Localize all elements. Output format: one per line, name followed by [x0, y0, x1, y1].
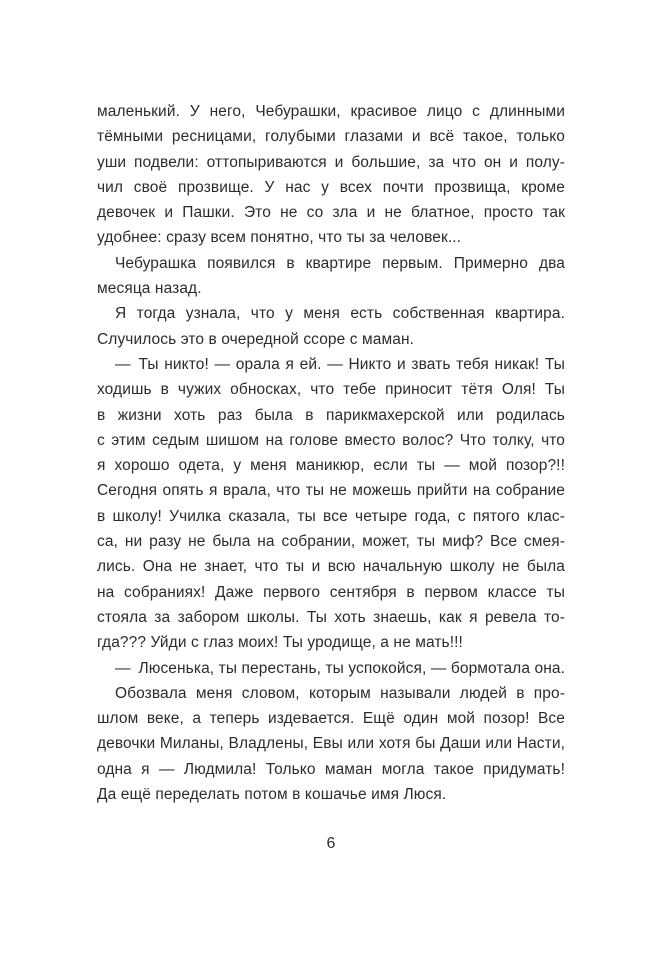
text-line: Сегодня опять я врала, что ты не можешь прийти на собрание — [97, 482, 565, 500]
text-line: — Люсенька, ты перестань, ты успокойся, — бормотала она. — [115, 659, 565, 677]
text-line: Случилось это в очередной ссоре с маман. — [97, 330, 415, 348]
text-line: девочки Миланы, Владлены, Евы или хотя бы Даши или Насти, — [97, 735, 565, 753]
text-line: одна я — Людмила! Только маман могла такое придумать! — [97, 760, 565, 778]
text-line: шлом веке, а теперь издевается. Ещё один мой позор! Все — [97, 710, 565, 728]
text-line: Обозвала меня словом, которым называли людей в про- — [115, 684, 565, 702]
text-line: я хорошо одета, у меня маникюр, если ты — мой позор?!! — [97, 457, 565, 475]
text-line: лись. Она не знает, что ты и всю начальную школу не была — [97, 558, 565, 576]
paragraph — [97, 99, 565, 251]
text-line: Я тогда узнала, что у меня есть собственная квартира. — [115, 305, 565, 323]
paragraph — [97, 656, 565, 681]
text-line: чил своё прозвище. У нас у всех почти прозвища, кроме — [97, 178, 565, 196]
text-line: гда??? Уйди с глаз моих! Ты уродище, а не мать!!! — [97, 634, 463, 652]
text-line: Чебурашка появился в квартире первым. Примерно два — [115, 254, 565, 272]
text-line: — Ты никто! — орала я ей. — Никто и звать тебя никак! Ты — [115, 355, 565, 373]
page-number: 6 — [326, 835, 336, 852]
text-line: уши подвели: оттопыриваются и большие, за что он и полу- — [97, 153, 565, 171]
paragraph — [97, 681, 565, 807]
paragraph — [97, 352, 565, 656]
text-block — [97, 99, 565, 807]
text-line: в жизни хоть раз была в парикмахерской или родилась — [97, 406, 565, 424]
text-line: удобнее: сразу всем понятно, что ты за человек... — [97, 229, 462, 247]
text-line: ходишь в чужих обносках, что тебе приносит тётя Оля! Ты — [97, 381, 565, 399]
text-line: са, ни разу не была на собрании, может, ты миф? Все смея- — [97, 533, 565, 551]
text-line: маленький. У него, Чебурашки, красивое лицо с длинными — [97, 103, 565, 120]
text-line: Да ещё переделать потом в кошачье имя Люся. — [97, 786, 447, 804]
paragraph — [97, 251, 565, 302]
paragraph — [97, 301, 565, 352]
text-line: на собраниях! Даже первого сентября в первом классе ты — [97, 583, 565, 601]
text-line: месяца назад. — [97, 280, 202, 298]
text-line: тёмными ресницами, голубыми глазами и всё такое, только — [97, 128, 565, 146]
text-line: стояла за забором школы. Ты хоть знаешь, как я ревела то- — [97, 608, 565, 626]
text-line: девочек и Пашки. Это не со зла и не блатное, просто так — [97, 204, 565, 222]
text-line: с этим седым шишом на голове вместо волос? Что толку, что — [97, 431, 565, 449]
text-line: в школу! Училка сказала, ты все четыре года, с пятого клас- — [97, 507, 565, 525]
